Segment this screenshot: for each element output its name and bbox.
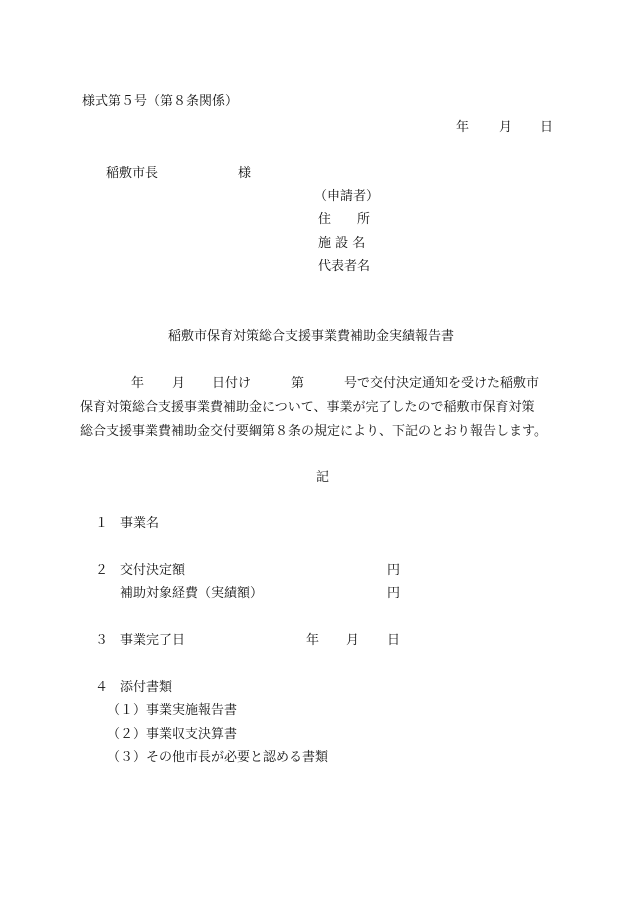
body-line2: 保育対策総合支援事業費補助金について、事業が完了したので稲敷市保育対策 — [80, 400, 535, 415]
representative-label: 代表者名 — [318, 259, 371, 274]
body-year: 年 — [131, 376, 145, 391]
body-dai: 第 — [291, 376, 305, 391]
item-3-number: ３ — [95, 633, 109, 648]
body-month: 月 — [172, 376, 186, 391]
date-day: 日 — [540, 120, 554, 135]
item-3-day: 日 — [387, 633, 401, 648]
attachment-item: （２）事業収支決算書 — [107, 727, 238, 742]
item-3-label: 事業完了日 — [120, 633, 186, 648]
applicant-heading: （申請者） — [314, 189, 380, 204]
item-3-month: 月 — [346, 633, 360, 648]
item-1-label: 事業名 — [120, 516, 160, 531]
date-year: 年 — [456, 120, 470, 135]
facility-label: 施 設 名 — [318, 236, 366, 251]
item-2-number: ２ — [95, 563, 109, 578]
addressee-honorific: 様 — [238, 166, 252, 181]
address-label: 住 所 — [318, 212, 371, 227]
body-day: 日付け — [212, 376, 252, 391]
body-line1-rest: 号で交付決定通知を受けた稲敷市 — [344, 376, 540, 391]
item-3-year: 年 — [306, 633, 320, 648]
date-month: 月 — [499, 120, 513, 135]
attachment-item: （１）事業実施報告書 — [107, 703, 238, 718]
document-title: 稲敷市保育対策総合支援事業費補助金実績報告書 — [168, 329, 455, 344]
body-line3: 総合支援事業費補助金交付要綱第８条の規定により、下記のとおり報告します。 — [80, 424, 547, 439]
item-2-sub-label: 補助対象経費（実績額） — [120, 586, 264, 601]
item-4-label: 添付書類 — [120, 680, 173, 695]
attachment-item: （３）その他市長が必要と認める書類 — [107, 750, 329, 765]
ki-heading: 記 — [316, 470, 330, 485]
item-2-sub-unit: 円 — [387, 586, 401, 601]
item-4-number: ４ — [95, 680, 109, 695]
addressee-name: 稲敷市長 — [106, 166, 159, 181]
item-2-unit: 円 — [387, 563, 401, 578]
item-1-number: １ — [95, 516, 109, 531]
item-2-label: 交付決定額 — [120, 563, 186, 578]
form-number: 様式第５号（第８条関係） — [82, 94, 239, 109]
